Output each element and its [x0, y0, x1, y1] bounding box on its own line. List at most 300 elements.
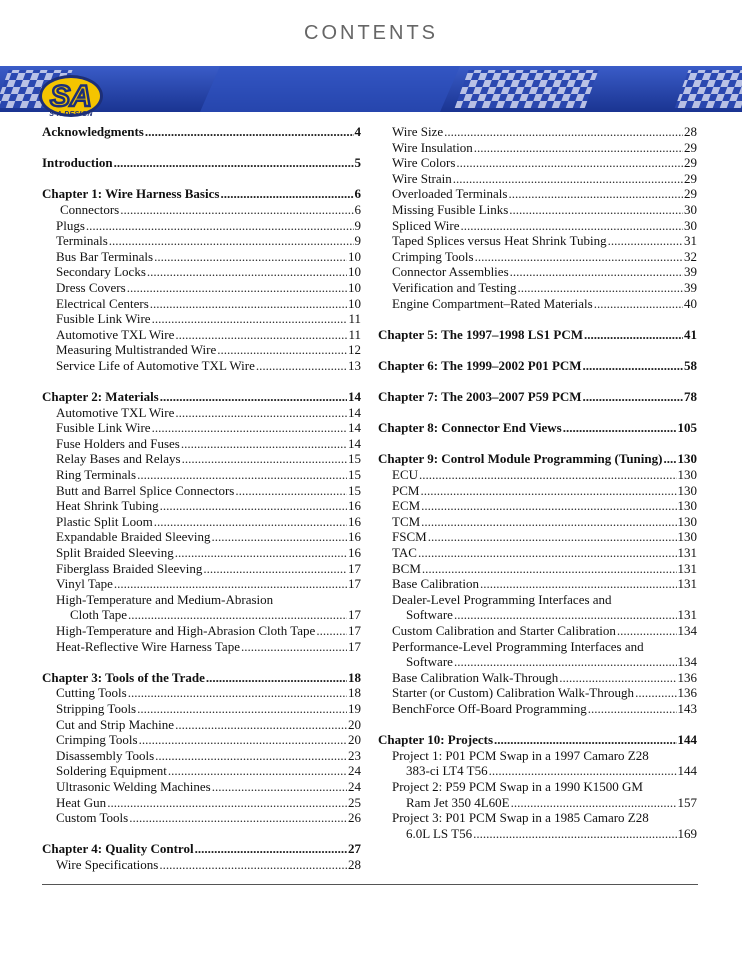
dot-leader: [120, 202, 353, 218]
dot-leader: [421, 498, 676, 514]
toc-entry[interactable]: [378, 218, 697, 234]
dot-leader: [206, 670, 347, 686]
toc-entry[interactable]: [42, 436, 361, 452]
toc-chapter-entry[interactable]: [378, 420, 697, 436]
page-number: 29: [684, 186, 697, 202]
dot-leader: [444, 124, 683, 140]
page-number: 18: [348, 685, 361, 701]
page-number: 130: [677, 482, 697, 498]
toc-entry[interactable]: [378, 483, 697, 499]
toc-entry-title: Heat Gun: [56, 794, 107, 810]
toc-entry[interactable]: [378, 529, 697, 545]
toc-entry-title: Plastic Split Loom: [56, 513, 153, 529]
toc-entry-title: Crimping Tools: [392, 248, 474, 264]
dot-leader: [421, 514, 676, 530]
dot-leader: [235, 483, 347, 499]
dot-leader: [114, 155, 354, 171]
page-number: 12: [348, 342, 361, 358]
page-number: 17: [348, 623, 361, 638]
dot-leader: [203, 561, 347, 577]
page-number: 16: [348, 498, 361, 514]
toc-entry[interactable]: [42, 264, 361, 280]
toc-chapter-entry[interactable]: [42, 841, 361, 857]
dot-leader: [220, 186, 353, 202]
toc-entry[interactable]: [42, 717, 361, 733]
dot-leader: [168, 763, 347, 779]
page-number: 131: [677, 576, 697, 592]
page-number: 15: [348, 467, 361, 483]
page-number: 11: [348, 326, 361, 342]
page-number: 17: [348, 576, 361, 592]
dot-leader: [181, 436, 347, 452]
page-number: 14: [348, 420, 361, 436]
toc-entry[interactable]: [378, 202, 697, 218]
dot-leader: [663, 451, 676, 467]
dot-leader: [159, 857, 347, 873]
page-number: 17: [348, 607, 361, 623]
toc-entry[interactable]: [42, 498, 361, 514]
page-number: 32: [684, 248, 697, 264]
dot-leader: [137, 701, 347, 717]
toc-entry[interactable]: [42, 467, 361, 483]
section-gap: [378, 405, 697, 421]
toc-entry[interactable]: [42, 857, 361, 873]
dot-leader: [508, 186, 683, 202]
toc-chapter-entry[interactable]: [378, 358, 697, 374]
dot-leader: [160, 498, 347, 514]
dot-leader: [150, 296, 347, 312]
dot-leader: [241, 639, 347, 655]
page-number: 19: [348, 700, 361, 716]
dot-leader: [559, 670, 676, 686]
toc-entry-title: Software: [406, 607, 453, 623]
page-number: 9: [354, 233, 361, 249]
toc-entry[interactable]: [378, 249, 697, 265]
page-number: 14: [348, 404, 361, 420]
page-number: 58: [684, 357, 697, 373]
dot-leader: [454, 654, 677, 670]
toc-entry-title: Cut and Strip Machine: [56, 716, 175, 732]
toc-entry[interactable]: [42, 779, 361, 795]
toc-entry[interactable]: [42, 280, 361, 296]
toc-entry[interactable]: [42, 529, 361, 545]
toc-entry[interactable]: [378, 124, 697, 140]
toc-entry[interactable]: [42, 405, 361, 421]
toc-entry[interactable]: [42, 311, 361, 327]
page-number: 25: [348, 794, 361, 810]
toc-chapter-entry[interactable]: [378, 389, 697, 405]
dot-leader: [129, 810, 347, 826]
toc-entry[interactable]: [42, 451, 361, 467]
dot-leader: [473, 826, 676, 842]
toc-entry-title: Introduction: [42, 155, 113, 171]
toc-entry[interactable]: [378, 467, 697, 483]
toc-entry-title: Butt and Barrel Splice Connectors: [56, 482, 235, 498]
page-number: 14: [348, 435, 361, 451]
toc-chapter-entry[interactable]: [42, 389, 361, 405]
page-number: 143: [677, 700, 697, 716]
toc-entry-title: Chapter 10: Projects: [378, 732, 494, 748]
dot-leader: [489, 763, 677, 779]
toc-entry[interactable]: [42, 358, 361, 374]
page-number: 10: [348, 279, 361, 295]
toc-entry-title: Electrical Centers: [56, 295, 149, 311]
dot-leader: [583, 358, 683, 374]
section-gap: [42, 171, 361, 187]
dot-leader: [154, 514, 347, 530]
page-number: 136: [677, 685, 697, 701]
toc-entry-title: FSCM: [392, 529, 427, 545]
toc-entry[interactable]: [378, 685, 697, 701]
page-number: 17: [348, 638, 361, 654]
toc-entry-title: Chapter 7: The 2003–2007 P59 PCM: [378, 389, 582, 405]
page-number: 39: [684, 264, 697, 280]
page-number: 16: [348, 545, 361, 561]
page-number: 28: [348, 856, 361, 872]
toc-right-column: [378, 124, 697, 841]
toc-entry[interactable]: [42, 218, 361, 234]
toc-entry[interactable]: [378, 561, 697, 577]
toc-entry-title: 6.0L LS T56: [406, 825, 473, 841]
toc-entry[interactable]: [378, 701, 697, 717]
toc-entry-title: Ultrasonic Welding Machines: [56, 778, 211, 794]
toc-entry-title: Missing Fusible Links: [392, 201, 509, 217]
toc-entry-title: Split Braided Sleeving: [56, 545, 174, 561]
dot-leader: [217, 342, 347, 358]
dot-leader: [418, 545, 677, 561]
page-number: 6: [354, 201, 361, 217]
toc-entry[interactable]: [42, 420, 361, 436]
toc-entry-title: Custom Calibration and Starter Calibration: [392, 623, 616, 638]
toc-entry[interactable]: [42, 732, 361, 748]
toc-entry-title: ECU: [392, 467, 418, 483]
page-number: 6: [354, 186, 361, 202]
toc-entry-title: Connector Assemblies: [392, 264, 509, 280]
dot-leader: [511, 795, 677, 811]
dot-leader: [316, 623, 347, 639]
toc-entry-title: ECM: [392, 498, 421, 514]
toc-entry-title: Base Calibration: [392, 576, 480, 592]
toc-entry-title: PCM: [392, 482, 420, 498]
toc-entry-title: Fusible Link Wire: [56, 420, 151, 436]
toc-entry[interactable]: [42, 576, 361, 592]
page-number: 28: [684, 124, 697, 139]
toc-entry[interactable]: [378, 545, 697, 561]
section-gap: [42, 654, 361, 670]
toc-chapter-entry[interactable]: [378, 327, 697, 343]
page-number: 11: [348, 311, 361, 327]
toc-entry[interactable]: [378, 654, 697, 670]
toc-entry[interactable]: [378, 296, 697, 312]
toc-entry-title: Automotive TXL Wire: [56, 404, 175, 420]
page-number: 23: [348, 747, 361, 763]
page-number: 24: [348, 763, 361, 779]
page-number: 39: [684, 279, 697, 295]
toc-entry[interactable]: [42, 763, 361, 779]
toc-chapter-entry[interactable]: [42, 670, 361, 686]
dot-leader: [584, 327, 683, 343]
page-number: 29: [684, 139, 697, 155]
dot-leader: [175, 545, 347, 561]
toc-entry-title: Connectors: [60, 201, 120, 217]
dot-leader: [563, 420, 677, 436]
brand-name: S-A DESIGN: [49, 111, 93, 118]
page-number: 20: [348, 716, 361, 732]
page-number: 27: [348, 841, 361, 857]
toc-entry-title: Wire Colors: [392, 155, 456, 171]
toc-entry[interactable]: [42, 249, 361, 265]
toc-entry-title: Project 1: P01 PCM Swap in a 1997 Camaro Z28: [392, 747, 649, 763]
page-number: 130: [677, 498, 697, 514]
page-number: 16: [348, 529, 361, 545]
toc-entry-title: Terminals: [56, 233, 108, 249]
page-number: 13: [348, 357, 361, 373]
dot-leader: [160, 389, 347, 405]
page-number: 24: [348, 778, 361, 794]
toc-entry-title: Stripping Tools: [56, 700, 137, 716]
page-number: 130: [677, 529, 697, 545]
toc-entry[interactable]: [42, 748, 361, 764]
page-number: 16: [348, 513, 361, 529]
dot-leader: [419, 467, 677, 483]
toc-entry-title: Fiberglass Braided Sleeving: [56, 560, 203, 576]
page-number: 31: [684, 233, 697, 249]
toc-entry-title: BenchForce Off-Board Programming: [392, 700, 587, 716]
toc-entry[interactable]: [378, 171, 697, 187]
dot-leader: [86, 218, 354, 234]
toc-entry-title: High-Temperature and Medium-Abrasion: [56, 591, 274, 607]
page-number: 10: [348, 295, 361, 311]
toc-entry-title: Bus Bar Terminals: [56, 248, 154, 264]
toc-entry-title: Disassembly Tools: [56, 747, 155, 763]
page-number: 144: [677, 732, 697, 748]
dot-leader: [422, 561, 677, 577]
toc-entry-title: BCM: [392, 560, 421, 576]
dot-leader: [175, 327, 347, 343]
toc-entry-title: Ring Terminals: [56, 467, 137, 483]
page-number: 17: [348, 560, 361, 576]
toc-entry-title: Performance-Level Programming Interfaces and: [392, 638, 644, 654]
page-title: CONTENTS: [304, 22, 438, 44]
dot-leader: [453, 171, 683, 187]
header-banner: [0, 66, 742, 112]
section-gap: [378, 436, 697, 452]
toc-entry-title: Chapter 3: Tools of the Trade: [42, 669, 205, 685]
page-number: 4: [354, 124, 361, 139]
toc-entry-title: Plugs: [56, 217, 85, 233]
toc-entry-title: Cloth Tape: [70, 607, 127, 623]
toc-entry-title: Engine Compartment–Rated Materials: [392, 295, 593, 311]
toc-entry-title: High-Temperature and High-Abrasion Cloth Tape: [56, 623, 316, 638]
dot-leader: [594, 296, 683, 312]
dot-leader: [420, 483, 676, 499]
toc-entry[interactable]: [378, 514, 697, 530]
dot-leader: [147, 264, 347, 280]
toc-entry[interactable]: [42, 607, 361, 623]
toc-entry[interactable]: [42, 795, 361, 811]
page-number: 144: [677, 763, 697, 779]
toc-entry[interactable]: [378, 826, 697, 842]
dot-leader: [494, 732, 676, 748]
page-number: 18: [348, 669, 361, 685]
toc-left-column: [42, 124, 361, 873]
page-number: 134: [677, 623, 697, 638]
dot-leader: [127, 280, 347, 296]
toc-entry-title: Project 3: P01 PCM Swap in a 1985 Camaro Z28: [392, 810, 649, 826]
svg-text:SA: SA: [50, 80, 92, 113]
dot-leader: [510, 264, 683, 280]
dot-leader: [195, 841, 347, 857]
dot-leader: [517, 280, 683, 296]
toc-entry[interactable]: [378, 576, 697, 592]
dot-leader: [114, 576, 347, 592]
toc-entry[interactable]: [378, 498, 697, 514]
toc-entry[interactable]: [378, 795, 697, 811]
toc-entry-title: Chapter 9: Control Module Programming (Tuning): [378, 451, 663, 467]
toc-entry-title: Verification and Testing: [392, 279, 517, 295]
section-gap: [42, 374, 361, 390]
toc-entry[interactable]: [42, 639, 361, 655]
toc-entry-title: Vinyl Tape: [56, 576, 113, 592]
toc-entry-title: Wire Specifications: [56, 856, 159, 872]
section-gap: [378, 717, 697, 733]
toc-entry-title: Heat-Reflective Wire Harness Tape: [56, 638, 240, 654]
page-number: 130: [677, 513, 697, 529]
toc-entry-title: Fusible Link Wire: [56, 311, 151, 327]
page-number: 29: [684, 170, 697, 186]
toc-entry[interactable]: [42, 514, 361, 530]
dot-leader: [175, 405, 347, 421]
toc-entry[interactable]: [42, 202, 361, 218]
toc-entry-title: Relay Bases and Relays: [56, 451, 181, 467]
page-number: 131: [677, 607, 697, 623]
toc-chapter-entry[interactable]: [42, 155, 361, 171]
dot-leader: [139, 732, 347, 748]
dot-leader: [256, 358, 347, 374]
toc-entry[interactable]: [378, 155, 697, 171]
toc-entry-title: Heat Shrink Tubing: [56, 498, 159, 514]
toc-entry-title: Measuring Multistranded Wire: [56, 342, 217, 358]
page-number: 26: [348, 810, 361, 826]
toc-chapter-entry[interactable]: [42, 124, 361, 140]
page-number: 15: [348, 482, 361, 498]
page-number: 130: [677, 467, 697, 483]
page-number: 131: [677, 560, 697, 576]
toc-entry-title: Starter (or Custom) Calibration Walk-Through: [392, 685, 635, 701]
toc-entry-title: Chapter 1: Wire Harness Basics: [42, 186, 220, 202]
toc-entry-title: Chapter 5: The 1997–1998 LS1 PCM: [378, 326, 583, 342]
toc-chapter-entry[interactable]: [378, 451, 697, 467]
toc-entry-title: Chapter 4: Quality Control: [42, 841, 194, 857]
page-number: 78: [684, 389, 697, 405]
toc-entry-title: Wire Strain: [392, 170, 452, 186]
page-number: 169: [677, 825, 697, 841]
dot-leader: [617, 623, 677, 639]
dot-leader: [588, 701, 677, 717]
toc-entry[interactable]: [42, 327, 361, 343]
toc-entry-title: Taped Splices versus Heat Shrink Tubing: [392, 233, 607, 249]
toc-entry[interactable]: [378, 233, 697, 249]
toc-entry-title: Base Calibration Walk-Through: [392, 669, 559, 685]
section-gap: [378, 342, 697, 358]
toc-entry[interactable]: [42, 623, 361, 639]
dot-leader: [128, 607, 347, 623]
dot-leader: [583, 389, 683, 405]
dot-leader: [212, 529, 347, 545]
dot-leader: [474, 140, 683, 156]
toc-entry[interactable]: [378, 140, 697, 156]
toc-entry-title: Acknowledgments: [42, 124, 144, 139]
toc-entry[interactable]: [42, 685, 361, 701]
page-number: 105: [677, 420, 697, 436]
footer-rule: [42, 884, 698, 885]
toc-entry[interactable]: [42, 701, 361, 717]
toc-entry-title: Chapter 6: The 1999–2002 P01 PCM: [378, 357, 582, 373]
dot-leader: [175, 717, 347, 733]
toc-entry[interactable]: [42, 342, 361, 358]
toc-entry-title: Ram Jet 350 4L60E: [406, 794, 510, 810]
toc-entry[interactable]: [378, 607, 697, 623]
dot-leader: [509, 202, 683, 218]
toc-entry[interactable]: [378, 670, 697, 686]
toc-entry[interactable]: [42, 545, 361, 561]
toc-entry[interactable]: [42, 810, 361, 826]
toc-entry-title: Chapter 8: Connector End Views: [378, 420, 562, 436]
page-number: 131: [677, 545, 697, 561]
page-number: 20: [348, 732, 361, 748]
page-number: 15: [348, 451, 361, 467]
page-number: 10: [348, 264, 361, 280]
toc-entry-title: Dress Covers: [56, 279, 126, 295]
section-gap: [42, 140, 361, 156]
toc-entry[interactable]: [378, 763, 697, 779]
toc-entry[interactable]: [42, 561, 361, 577]
toc-entry-title: TAC: [392, 545, 417, 561]
toc-entry[interactable]: [378, 623, 697, 639]
section-gap: [42, 826, 361, 842]
page-number: 9: [354, 217, 361, 233]
toc-entry-title: Secondary Locks: [56, 264, 146, 280]
toc-entry[interactable]: [378, 186, 697, 202]
toc-entry-title: Dealer-Level Programming Interfaces and: [392, 591, 612, 607]
dot-leader: [152, 311, 348, 327]
toc-entry-title: Crimping Tools: [56, 732, 138, 748]
toc-chapter-entry[interactable]: [378, 732, 697, 748]
toc-entry-title: Chapter 2: Materials: [42, 389, 159, 405]
toc-entry[interactable]: [42, 296, 361, 312]
dot-leader: [460, 218, 683, 234]
toc-entry[interactable]: [378, 280, 697, 296]
toc-chapter-entry[interactable]: [42, 186, 361, 202]
dot-leader: [456, 155, 683, 171]
dot-leader: [635, 685, 676, 701]
toc-entry-title: Cutting Tools: [56, 685, 127, 701]
page-number: 30: [684, 201, 697, 217]
dot-leader: [428, 529, 677, 545]
toc-entry[interactable]: [42, 483, 361, 499]
dot-leader: [454, 607, 677, 623]
dot-leader: [109, 233, 354, 249]
dot-leader: [137, 467, 347, 483]
toc-entry-title: Service Life of Automotive TXL Wire: [56, 357, 255, 373]
toc-entry[interactable]: [42, 233, 361, 249]
toc-entry[interactable]: [378, 264, 697, 280]
toc-entry-title: Wire Insulation: [392, 139, 473, 155]
page-number: 130: [677, 451, 697, 467]
dot-leader: [155, 748, 347, 764]
page-number: 30: [684, 217, 697, 233]
page-number: 157: [677, 794, 697, 810]
